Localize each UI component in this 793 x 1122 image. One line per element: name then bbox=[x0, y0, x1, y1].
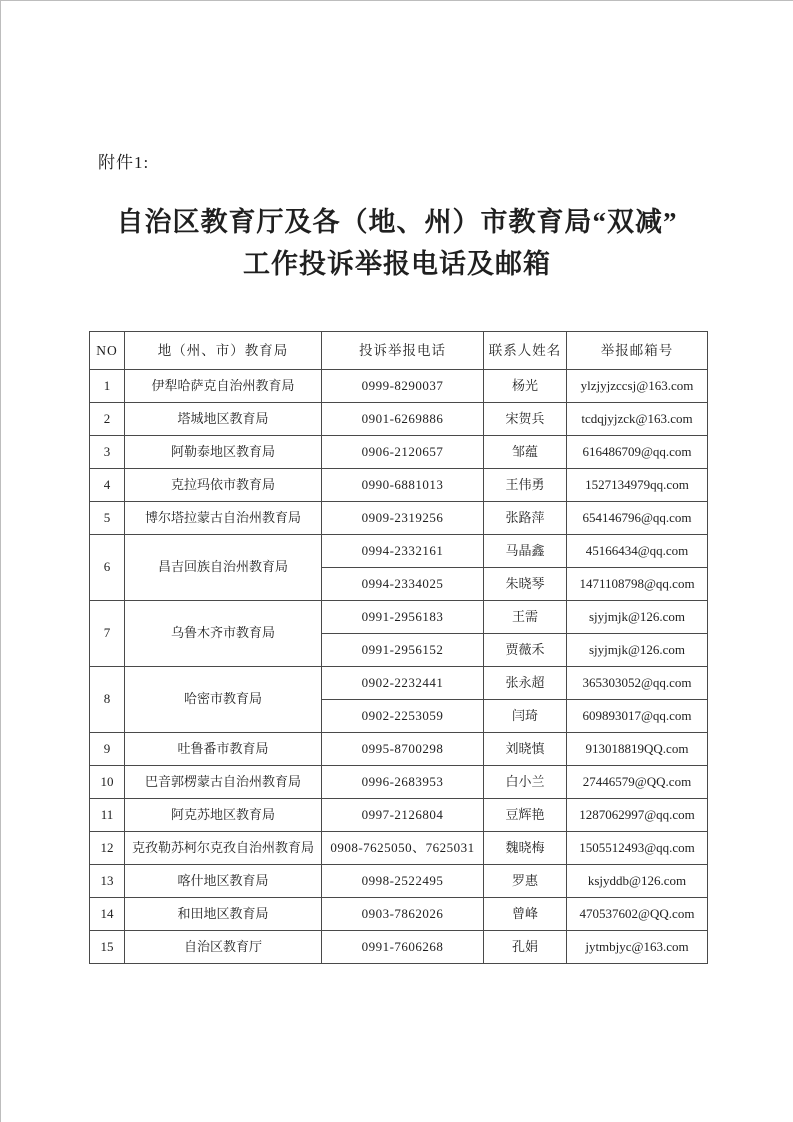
header-email: 举报邮箱号 bbox=[567, 332, 708, 370]
cell-email: tcdqjyjzck@163.com bbox=[567, 403, 708, 436]
cell-email: 913018819QQ.com bbox=[567, 733, 708, 766]
cell-email: sjyjmjk@126.com bbox=[567, 634, 708, 667]
page-title-line1: 自治区教育厅及各（地、州）市教育局“双减” bbox=[116, 207, 678, 237]
table-header-row bbox=[90, 332, 708, 370]
cell-email: ylzjyjzccsj@163.com bbox=[567, 370, 708, 403]
cell-email: ksjyddb@126.com bbox=[567, 865, 708, 898]
cell-bureau: 和田地区教育局 bbox=[125, 898, 322, 931]
cell-email: 1527134979qq.com bbox=[567, 469, 708, 502]
cell-bureau: 巴音郭楞蒙古自治州教育局 bbox=[125, 766, 322, 799]
table-row bbox=[90, 502, 708, 535]
cell-contact: 罗惠 bbox=[484, 865, 567, 898]
table-row bbox=[90, 469, 708, 502]
cell-phone: 0994-2332161 bbox=[322, 535, 484, 568]
cell-contact: 邹蕴 bbox=[484, 436, 567, 469]
cell-contact: 豆辉艳 bbox=[484, 799, 567, 832]
table-row bbox=[90, 370, 708, 403]
cell-contact: 朱晓琴 bbox=[484, 568, 567, 601]
table-row bbox=[90, 766, 708, 799]
cell-email: 654146796@qq.com bbox=[567, 502, 708, 535]
cell-phone: 0906-2120657 bbox=[322, 436, 484, 469]
header-phone: 投诉举报电话 bbox=[322, 332, 484, 370]
contact-table bbox=[89, 331, 708, 964]
table-row bbox=[90, 667, 708, 700]
table-row bbox=[90, 601, 708, 634]
cell-bureau: 克孜勒苏柯尔克孜自治州教育局 bbox=[125, 832, 322, 865]
cell-no: 10 bbox=[90, 766, 125, 799]
cell-no: 2 bbox=[90, 403, 125, 436]
cell-contact: 张路萍 bbox=[484, 502, 567, 535]
table-row bbox=[90, 436, 708, 469]
cell-email: jytmbjyc@163.com bbox=[567, 931, 708, 964]
cell-no: 6 bbox=[90, 535, 125, 601]
cell-contact: 孔娟 bbox=[484, 931, 567, 964]
cell-email: 470537602@QQ.com bbox=[567, 898, 708, 931]
table-row bbox=[90, 799, 708, 832]
cell-phone: 0994-2334025 bbox=[322, 568, 484, 601]
cell-no: 13 bbox=[90, 865, 125, 898]
cell-phone: 0902-2253059 bbox=[322, 700, 484, 733]
cell-bureau: 昌吉回族自治州教育局 bbox=[125, 535, 322, 601]
table-row bbox=[90, 832, 708, 865]
cell-email: 27446579@QQ.com bbox=[567, 766, 708, 799]
cell-no: 14 bbox=[90, 898, 125, 931]
attachment-label: 附件1: bbox=[98, 153, 150, 172]
cell-bureau: 吐鲁番市教育局 bbox=[125, 733, 322, 766]
cell-bureau: 哈密市教育局 bbox=[125, 667, 322, 733]
cell-bureau: 塔城地区教育局 bbox=[125, 403, 322, 436]
cell-no: 7 bbox=[90, 601, 125, 667]
table-row bbox=[90, 403, 708, 436]
cell-phone: 0997-2126804 bbox=[322, 799, 484, 832]
cell-no: 4 bbox=[90, 469, 125, 502]
cell-no: 3 bbox=[90, 436, 125, 469]
cell-no: 9 bbox=[90, 733, 125, 766]
cell-contact: 杨光 bbox=[484, 370, 567, 403]
cell-phone: 0902-2232441 bbox=[322, 667, 484, 700]
header-bureau: 地（州、市）教育局 bbox=[125, 332, 322, 370]
cell-contact: 闫琦 bbox=[484, 700, 567, 733]
cell-phone: 0908-7625050、7625031 bbox=[322, 832, 484, 865]
table-row bbox=[90, 733, 708, 766]
cell-bureau: 乌鲁木齐市教育局 bbox=[125, 601, 322, 667]
cell-phone: 0990-6881013 bbox=[322, 469, 484, 502]
cell-contact: 张永超 bbox=[484, 667, 567, 700]
cell-email: 45166434@qq.com bbox=[567, 535, 708, 568]
table-row bbox=[90, 898, 708, 931]
cell-no: 11 bbox=[90, 799, 125, 832]
cell-phone: 0903-7862026 bbox=[322, 898, 484, 931]
cell-phone: 0909-2319256 bbox=[322, 502, 484, 535]
cell-email: 616486709@qq.com bbox=[567, 436, 708, 469]
cell-email: 609893017@qq.com bbox=[567, 700, 708, 733]
cell-contact: 曾峰 bbox=[484, 898, 567, 931]
cell-contact: 贾薇禾 bbox=[484, 634, 567, 667]
cell-email: 1287062997@qq.com bbox=[567, 799, 708, 832]
cell-no: 15 bbox=[90, 931, 125, 964]
cell-phone: 0998-2522495 bbox=[322, 865, 484, 898]
cell-bureau: 克拉玛依市教育局 bbox=[125, 469, 322, 502]
cell-contact: 刘晓慎 bbox=[484, 733, 567, 766]
cell-bureau: 喀什地区教育局 bbox=[125, 865, 322, 898]
cell-email: 1471108798@qq.com bbox=[567, 568, 708, 601]
cell-contact: 王伟勇 bbox=[484, 469, 567, 502]
cell-phone: 0996-2683953 bbox=[322, 766, 484, 799]
cell-email: sjyjmjk@126.com bbox=[567, 601, 708, 634]
table-row bbox=[90, 535, 708, 568]
cell-contact: 魏晓梅 bbox=[484, 832, 567, 865]
page-title bbox=[1, 201, 793, 285]
cell-contact: 王需 bbox=[484, 601, 567, 634]
table-row bbox=[90, 865, 708, 898]
cell-no: 8 bbox=[90, 667, 125, 733]
page-title-line2: 工作投诉举报电话及邮箱 bbox=[243, 249, 551, 279]
cell-bureau: 伊犁哈萨克自治州教育局 bbox=[125, 370, 322, 403]
table-row bbox=[90, 931, 708, 964]
cell-no: 1 bbox=[90, 370, 125, 403]
cell-bureau: 阿克苏地区教育局 bbox=[125, 799, 322, 832]
cell-no: 12 bbox=[90, 832, 125, 865]
cell-email: 1505512493@qq.com bbox=[567, 832, 708, 865]
cell-phone: 0995-8700298 bbox=[322, 733, 484, 766]
header-no: NO bbox=[90, 332, 125, 370]
cell-phone: 0999-8290037 bbox=[322, 370, 484, 403]
cell-phone: 0991-2956183 bbox=[322, 601, 484, 634]
cell-contact: 宋贺兵 bbox=[484, 403, 567, 436]
cell-phone: 0901-6269886 bbox=[322, 403, 484, 436]
cell-phone: 0991-2956152 bbox=[322, 634, 484, 667]
cell-contact: 马晶鑫 bbox=[484, 535, 567, 568]
header-contact: 联系人姓名 bbox=[484, 332, 567, 370]
cell-contact: 白小兰 bbox=[484, 766, 567, 799]
cell-bureau: 自治区教育厅 bbox=[125, 931, 322, 964]
cell-bureau: 阿勒泰地区教育局 bbox=[125, 436, 322, 469]
cell-email: 365303052@qq.com bbox=[567, 667, 708, 700]
cell-bureau: 博尔塔拉蒙古自治州教育局 bbox=[125, 502, 322, 535]
cell-phone: 0991-7606268 bbox=[322, 931, 484, 964]
cell-no: 5 bbox=[90, 502, 125, 535]
